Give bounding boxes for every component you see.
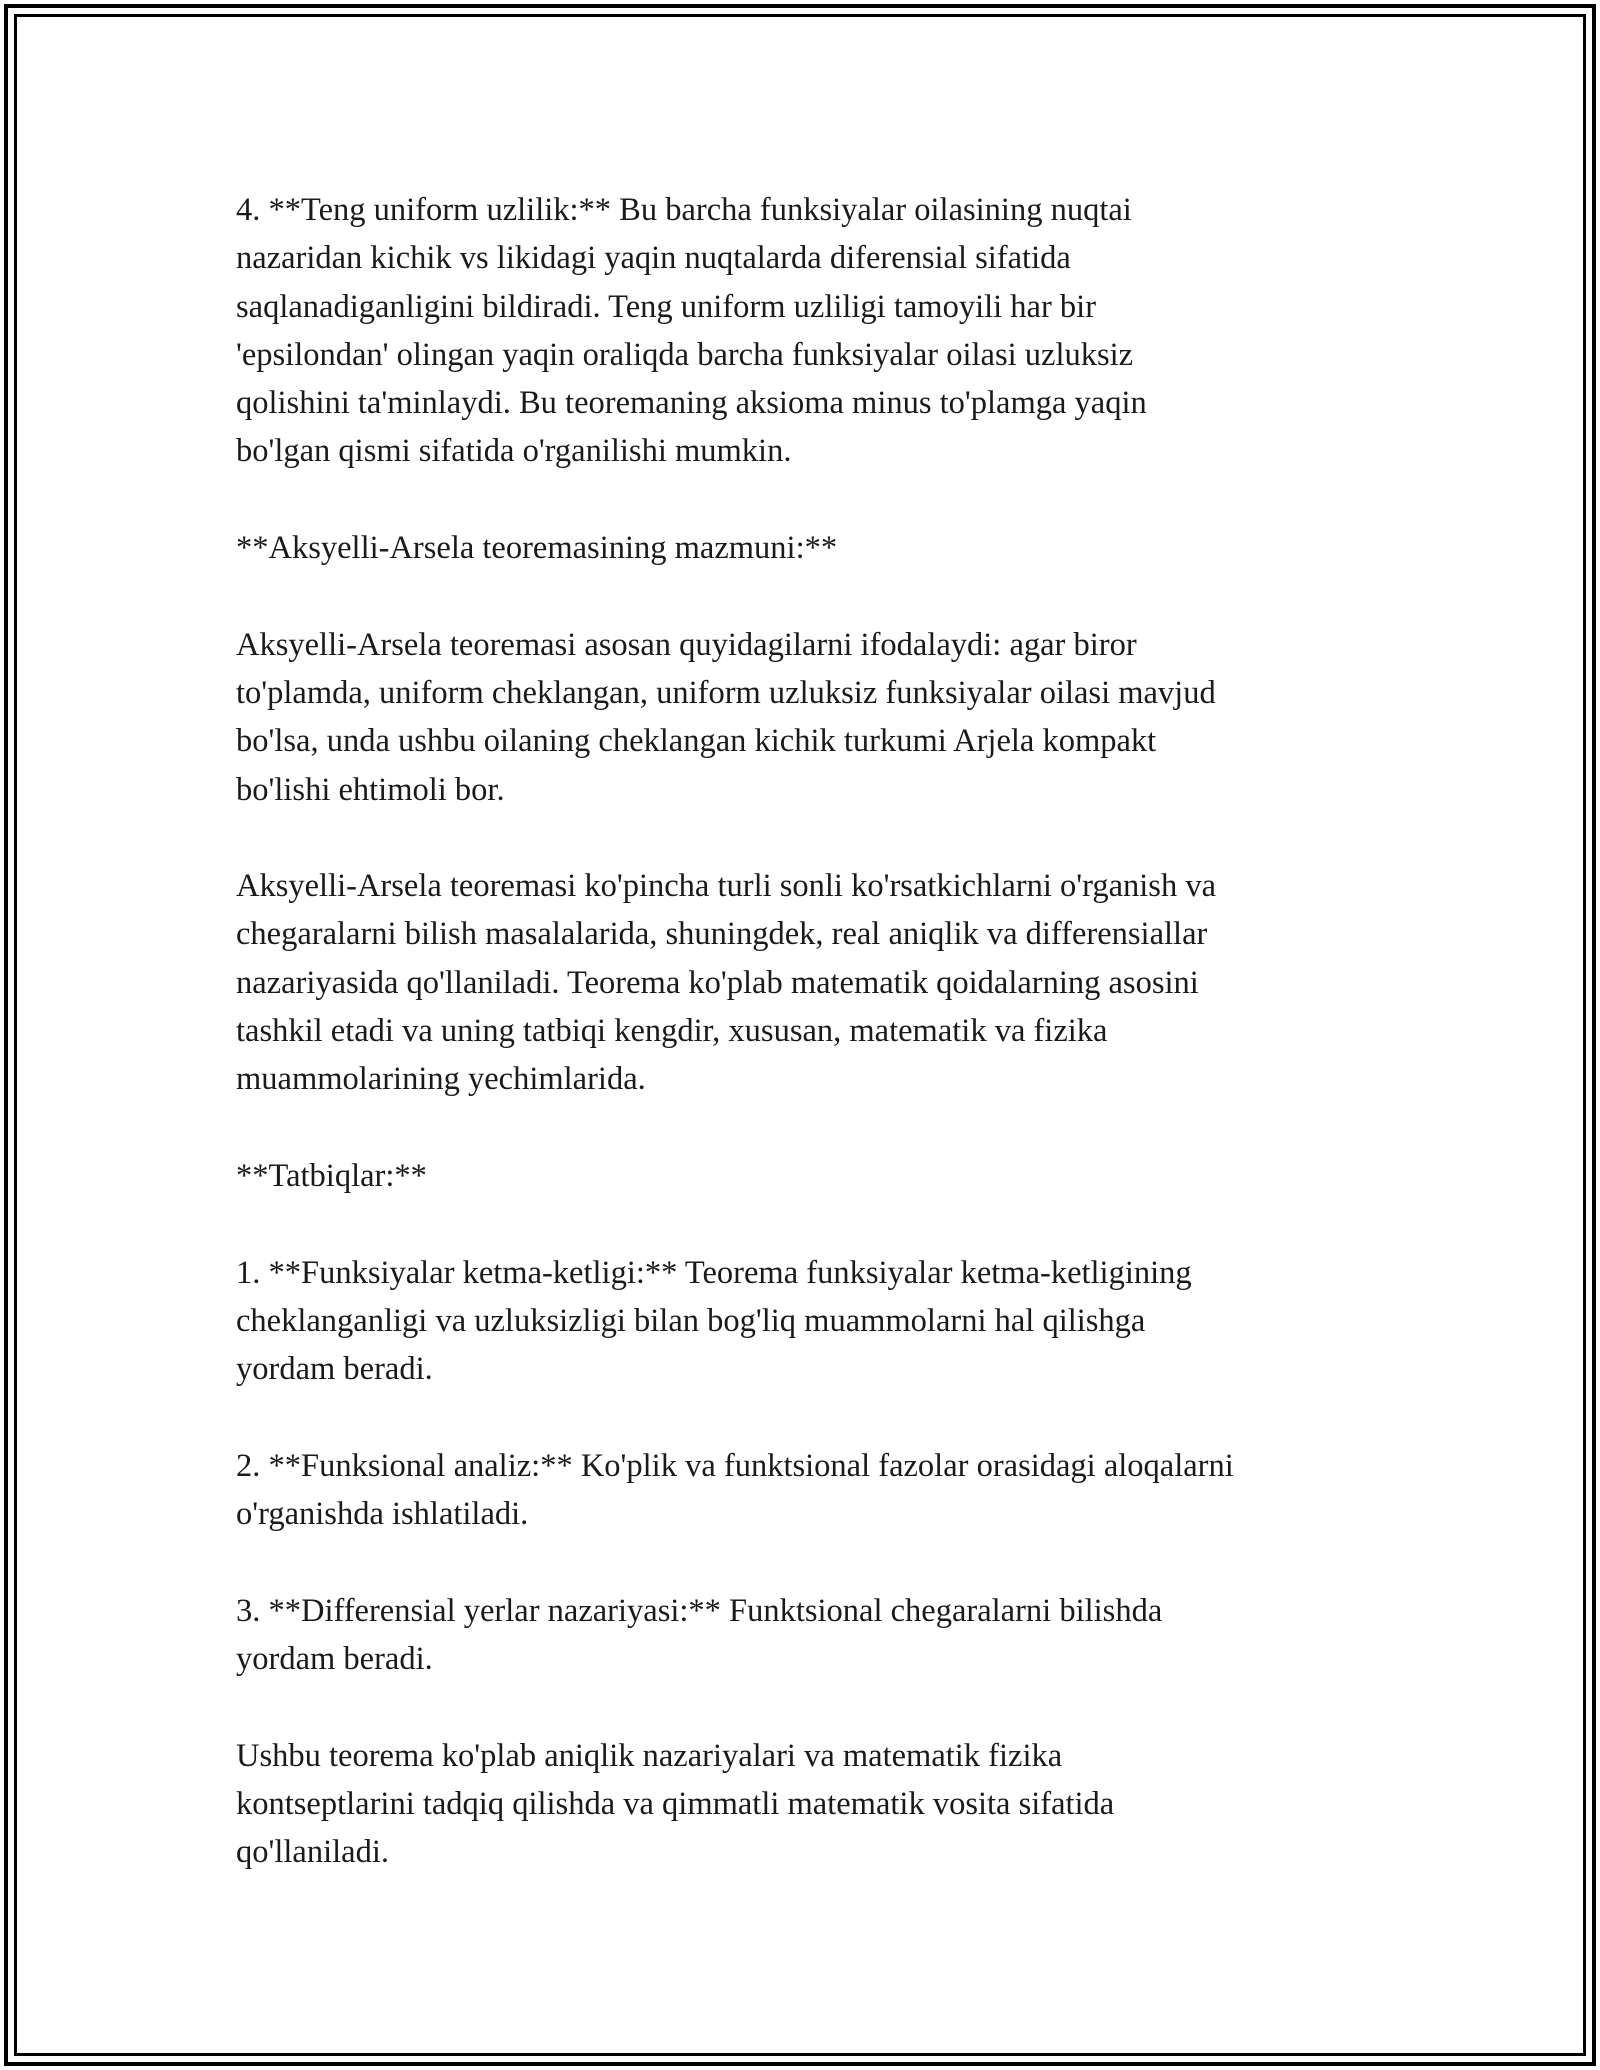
text-line: kontseptlarini tadqiq qilishda va qimmatli matematik vosita sifatida xyxy=(236,1785,1115,1822)
text-line: Ushbu teorema ko'plab aniqlik nazariyalari va matematik fizika xyxy=(236,1737,1063,1774)
text-line: qolishini ta'minlaydi. Bu teoremaning aksioma minus to'plamga yaqin xyxy=(236,385,1147,422)
text-line: chegaralarni bilish masalalarida, shuningdek, real aniqlik va differensiallar xyxy=(236,916,1208,953)
paragraph-theorem-statement xyxy=(236,621,1386,814)
section-heading-content xyxy=(236,524,1386,572)
text-line: qo'llaniladi. xyxy=(236,1834,389,1871)
text-line: saqlanadiganligini bildiradi. Teng uniform uzliligi tamoyili har bir xyxy=(236,288,1097,325)
paragraph-theorem-usage xyxy=(236,862,1386,1103)
text-line: 3. **Differensial yerlar nazariyasi:** Funktsional chegaralarni bilishda xyxy=(236,1592,1163,1629)
section-heading-applications xyxy=(236,1152,1386,1200)
text-line: nazariyasida qo'llaniladi. Teorema ko'plab matematik qoidalarning asosini xyxy=(236,964,1199,1001)
heading-line: **Tatbiqlar:** xyxy=(236,1157,427,1194)
text-line: bo'lsa, unda ushbu oilaning cheklangan kichik turkumi Arjela kompakt xyxy=(236,723,1157,760)
text-line: to'plamda, uniform cheklangan, uniform uzluksiz funksiyalar oilasi mavjud xyxy=(236,674,1216,711)
list-item-function-sequences xyxy=(236,1249,1386,1394)
text-line: yordam beradi. xyxy=(236,1640,433,1677)
text-line: bo'lishi ehtimoli bor. xyxy=(236,771,505,808)
text-line: o'rganishda ishlatiladi. xyxy=(236,1496,529,1533)
heading-line: **Aksyelli-Arsela teoremasining mazmuni:** xyxy=(236,530,838,567)
list-item-functional-analysis xyxy=(236,1442,1386,1539)
text-line: Aksyelli-Arsela teoremasi asosan quyidagilarni ifodalaydi: agar biror xyxy=(236,626,1137,663)
text-line: muammolarining yechimlarida. xyxy=(236,1061,646,1098)
text-line: 1. **Funksiyalar ketma-ketligi:** Teorema funksiyalar ketma-ketligining xyxy=(236,1254,1192,1291)
paragraph-equicontinuity xyxy=(236,186,1386,476)
text-line: tashkil etadi va uning tatbiqi kengdir, xususan, matematik va fizika xyxy=(236,1013,1108,1050)
text-line: 'epsilondan' olingan yaqin oraliqda barcha funksiyalar oilasi uzluksiz xyxy=(236,336,1134,373)
text-line: cheklanganligi va uzluksizligi bilan bog'liq muammolarni hal qilishga xyxy=(236,1302,1146,1339)
text-line: 2. **Funksional analiz:** Ko'plik va funktsional fazolar orasidagi aloqalarni xyxy=(236,1447,1234,1484)
paragraph-conclusion xyxy=(236,1732,1386,1877)
text-line: Aksyelli-Arsela teoremasi ko'pincha turli sonli ko'rsatkichlarni o'rganish va xyxy=(236,868,1216,905)
list-item-differential-theory xyxy=(236,1587,1386,1684)
text-line: 4. **Teng uniform uzlilik:** Bu barcha funksiyalar oilasining nuqtai xyxy=(236,192,1132,228)
document-body xyxy=(236,186,1386,1876)
text-line: bo'lgan qismi sifatida o'rganilishi mumkin. xyxy=(236,433,792,470)
text-line: nazaridan kichik vs likidagi yaqin nuqtalarda diferensial sifatida xyxy=(236,240,1071,277)
text-line: yordam beradi. xyxy=(236,1351,433,1388)
